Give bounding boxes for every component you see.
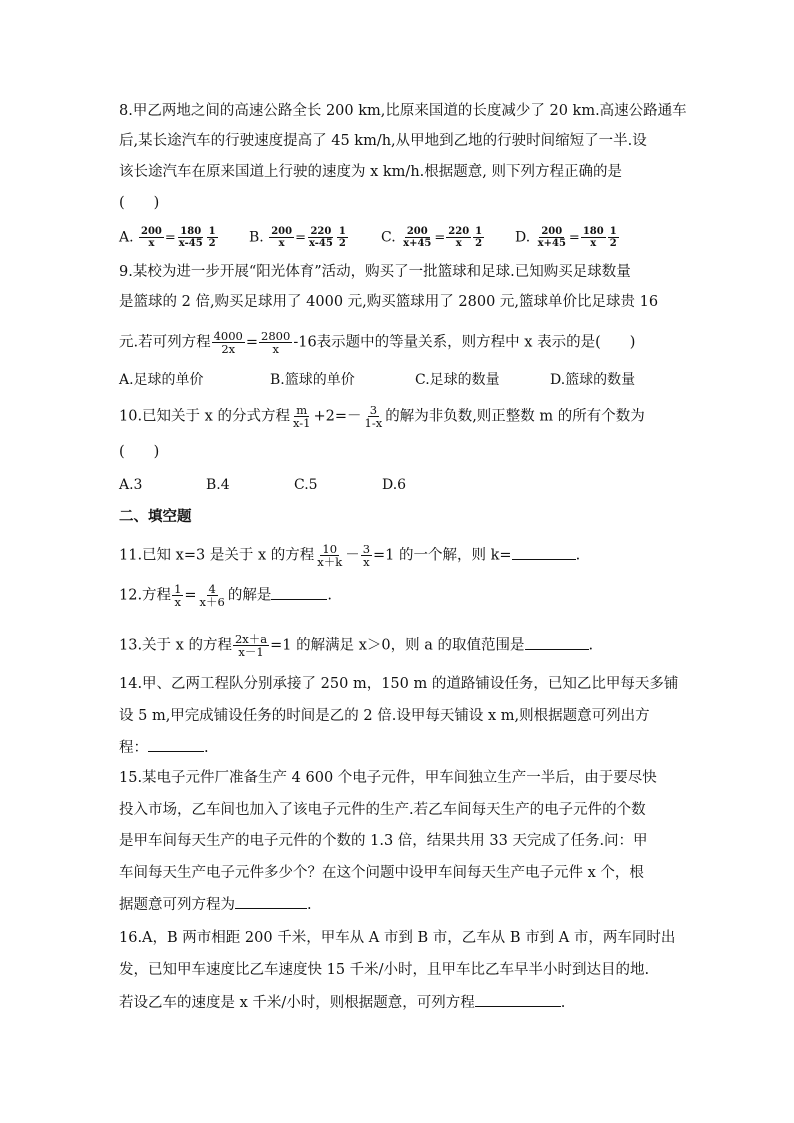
answer-blank bbox=[475, 992, 561, 1007]
q9-option-b: B.篮球的单价 bbox=[270, 372, 355, 388]
q16-line-2: 发，已知甲车速度比乙车速度快 15 千米/小时，且甲车比乙车早半小时到达目的地. bbox=[119, 962, 650, 978]
q15-line-4: 车间每天生产电子元件多少个？在这个问题中设甲车间每天生产电子元件 x 个，根 bbox=[119, 865, 644, 881]
fraction: $\frac{220}{x}$ bbox=[448, 226, 470, 249]
fraction: $\frac{1}{2}$ bbox=[609, 226, 617, 249]
fraction: $\frac{2x+a}{x-1}$ bbox=[234, 632, 268, 659]
fraction: $\frac{1}{2}$ bbox=[208, 226, 216, 249]
fraction: $\frac{m}{x-1}$ bbox=[292, 403, 311, 430]
q10-option-b: B.4 bbox=[206, 477, 230, 493]
q16-line-1: 16.A，B 两市相距 200 千米，甲车从 A 市到 B 市，乙车从 B 市到 A 市，两车同时出 bbox=[119, 930, 676, 946]
answer-blank bbox=[148, 737, 204, 752]
q15-line-1: 15.某电子元件厂准备生产 4 600 个电子元件，甲车间独立生产一半后，由于要尽快 bbox=[119, 770, 657, 786]
fraction: $\frac{180}{x}$ bbox=[582, 226, 604, 249]
fraction: $\frac{220}{x-45}$ bbox=[308, 226, 333, 249]
fraction: $\frac{3}{x}$ bbox=[362, 542, 371, 569]
q10-option-c: C.5 bbox=[294, 477, 318, 493]
fraction: $\frac{200}{x}$ bbox=[141, 226, 162, 249]
q15-line-2: 投入市场，乙车间也加入了该电子元件的生产.若乙车间每天生产的电子元件的个数 bbox=[119, 802, 646, 818]
q8-option-a: A. $\frac{200}{x}$ = $\frac{180}{x-45}$ $\frac{1}{2}$ bbox=[119, 226, 216, 249]
section-heading: 二、填空题 bbox=[119, 509, 192, 525]
fraction: $\frac{200}{x}$ bbox=[271, 226, 293, 249]
q10-option-a: A.3 bbox=[119, 477, 143, 493]
q9-line-1: 9.某校为进一步开展“阳光体育”活动，购买了一批篮球和足球.已知购买足球数量 bbox=[119, 264, 631, 280]
q8-option-c: C. $\frac{200}{x+45}$ = $\frac{220}{x}$ $\frac{1}{2}$ bbox=[381, 226, 483, 249]
fraction: $\frac{200}{x+45}$ bbox=[537, 226, 566, 249]
q8-line-4: ( ) bbox=[119, 195, 160, 211]
fraction: $\frac{1}{x}$ bbox=[174, 582, 182, 609]
fraction: $\frac{180}{x-45}$ bbox=[178, 226, 203, 249]
fraction: $\frac{4000}{2x}$ bbox=[213, 329, 243, 356]
q10-line-1: 10.已知关于 x 的分式方程 $\frac{m}{x-1}$ +2=－ $\frac{3}{1-x}$ 的解为非负数,则正整数 m 的所有个数为 bbox=[119, 403, 645, 430]
q8-line-3: 该长途汽车在原来国道上行驶的速度为 x km/h.根据题意, 则下列方程正确的是 bbox=[119, 164, 622, 180]
answer-blank bbox=[271, 585, 327, 600]
q15-line-3: 是甲车间每天生产的电子元件的个数的 1.3 倍，结果共用 33 天完成了任务.问：甲 bbox=[119, 833, 648, 849]
q9-option-d: D.篮球的数量 bbox=[550, 372, 636, 388]
q8-line-2: 后,某长途汽车的行驶速度提高了 45 km/h,从甲地到乙地的行驶时间缩短了一半.设 bbox=[119, 133, 647, 149]
q9-line-3: 元.若可列方程 $\frac{4000}{2x}$ = $\frac{2800}{x}$ -16表示题中的等量关系，则方程中 x 表示的是( ) bbox=[119, 329, 636, 356]
q9-option-a: A.足球的单价 bbox=[119, 372, 204, 388]
q14-line-2: 设 5 m,甲完成铺设任务的时间是乙的 2 倍.设甲每天铺设 x m,则根据题意可列出方 bbox=[119, 708, 650, 724]
q15-line-5: 据题意可列方程为 . bbox=[119, 894, 312, 915]
fraction: $\frac{10}{x+k}$ bbox=[317, 542, 343, 569]
q10-line-2: ( ) bbox=[119, 444, 160, 460]
fraction: $\frac{1}{2}$ bbox=[338, 226, 346, 249]
q14-line-1: 14.甲、乙两工程队分别承接了 250 m，150 m 的道路铺设任务，已知乙比甲每天多铺 bbox=[119, 676, 679, 692]
fraction: $\frac{2800}{x}$ bbox=[261, 329, 291, 356]
q16-line-3: 若设乙车的速度是 x 千米/小时，则根据题意，可列方程 . bbox=[119, 992, 565, 1013]
answer-blank bbox=[512, 545, 576, 560]
q8-option-b: B. $\frac{200}{x}$ = $\frac{220}{x-45}$ $\frac{1}{2}$ bbox=[249, 226, 346, 249]
q10-option-d: D.6 bbox=[382, 477, 407, 493]
q9-option-c: C.足球的数量 bbox=[415, 372, 500, 388]
fraction: $\frac{1}{2}$ bbox=[475, 226, 483, 249]
q13-line: 13.关于 x 的方程 $\frac{2x+a}{x-1}$ =1 的解满足 x＞0，则 a 的取值范围是 . bbox=[119, 632, 594, 659]
fraction: $\frac{200}{x+45}$ bbox=[403, 226, 432, 249]
q11-line: 11.已知 x=3 是关于 x 的方程 $\frac{10}{x+k}$ － $\frac{3}{x}$ =1 的一个解，则 k= . bbox=[119, 542, 581, 569]
fraction: $\frac{4}{x+6}$ bbox=[199, 582, 225, 609]
answer-blank bbox=[235, 894, 307, 909]
q8-option-d: D. $\frac{200}{x+45}$ = $\frac{180}{x}$ $\frac{1}{2}$ bbox=[515, 226, 617, 249]
answer-blank bbox=[525, 635, 589, 650]
q12-line: 12.方程 $\frac{1}{x}$ = $\frac{4}{x+6}$ 的解是 . bbox=[119, 582, 332, 609]
fraction: $\frac{3}{1-x}$ bbox=[364, 403, 383, 430]
q8-line-1: 8.甲乙两地之间的高速公路全长 200 km,比原来国道的长度减少了 20 km.高速公路通车 bbox=[119, 103, 687, 119]
q14-line-3: 程： . bbox=[119, 737, 209, 758]
q9-line-2: 是篮球的 2 倍,购买足球用了 4000 元,购买篮球用了 2800 元,篮球单价比足球贵 16 bbox=[119, 294, 659, 310]
